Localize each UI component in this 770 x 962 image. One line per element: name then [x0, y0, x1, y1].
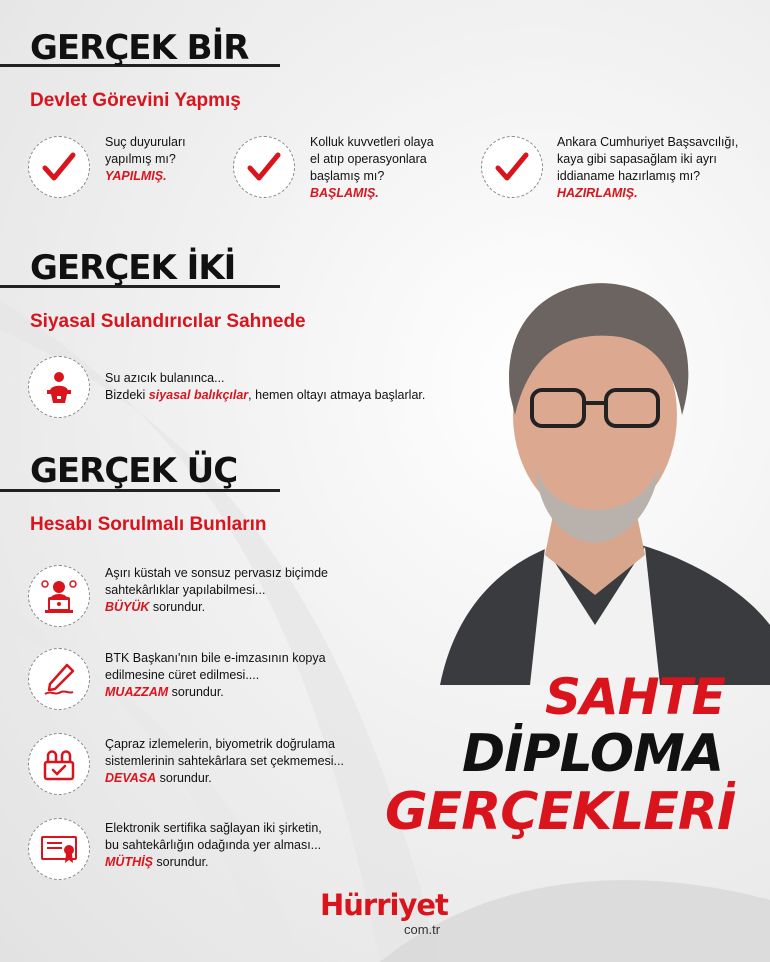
section3-item-4: [105, 820, 405, 871]
certificate-icon: [28, 818, 90, 880]
item-emphasis: DEVASA: [105, 771, 157, 785]
item-text-line: Çapraz izlemelerin, biyometrik doğrulama: [105, 737, 335, 751]
section1-subtitle: Devlet Görevini Yapmış: [30, 90, 241, 111]
section1-heading: GERÇEK BİR: [30, 28, 249, 68]
section3-item-3: [105, 736, 405, 787]
section3-item-2: [105, 650, 395, 701]
title-line-3: GERÇEKLERİ: [385, 782, 736, 842]
section2-heading: GERÇEK İKİ: [30, 248, 236, 288]
checkmark-icon: [233, 136, 295, 198]
item-text-line: el atıp operasyonlara: [310, 152, 427, 166]
item-text-line: Su azıcık bulanınca...: [105, 371, 225, 385]
item-emphasis: MÜTHİŞ: [105, 855, 153, 869]
item-conclusion: [105, 599, 395, 616]
section3-subtitle: Hesabı Sorulmalı Bunların: [30, 514, 267, 535]
item-text-line: BTK Başkanı'nın bile e-imzasının kopya: [105, 651, 326, 665]
item-emphasis: MUAZZAM: [105, 685, 169, 699]
item-text-line: Suç duyuruları: [105, 135, 186, 149]
hacker-laptop-icon: [28, 565, 90, 627]
checkmark-icon: [481, 136, 543, 198]
section2-subtitle: Siyasal Sulandırıcılar Sahnede: [30, 311, 306, 332]
section1-item-1: [105, 134, 245, 185]
item-text-line: başlamış mı?: [310, 169, 385, 183]
item-emphasis: BAŞLAMIŞ.: [310, 186, 379, 200]
pen-signature-icon: [28, 648, 90, 710]
item-conclusion: [105, 684, 395, 701]
item-emphasis: YAPILMIŞ.: [105, 169, 167, 183]
item-text-line: Elektronik sertifika sağlayan iki şirketin,: [105, 821, 322, 835]
padlock-icon: [28, 733, 90, 795]
item-text-line: iddianame hazırlamış mı?: [557, 169, 701, 183]
title-line-2: DİPLOMA: [462, 724, 724, 784]
speaker-podium-icon: [28, 356, 90, 418]
item-suffix: sorundur.: [149, 600, 206, 614]
item-text-line: Ankara Cumhuriyet Başsavcılığı,: [557, 135, 739, 149]
section1-item-3: [557, 134, 767, 202]
item-emphasis: siyasal balıkçılar: [148, 388, 249, 402]
item-text-line: edilmesine cüret edilmesi....: [105, 668, 260, 682]
item-suffix: sorundur.: [152, 855, 209, 869]
section2-item: [105, 370, 465, 404]
item-suffix: sorundur.: [168, 685, 224, 699]
item-text-line: bu sahtekârlığın odağında yer alması...: [105, 838, 322, 852]
section1-item-2: [310, 134, 475, 202]
brand-domain: com.tr: [404, 922, 441, 937]
item-text-line: yapılmış mı?: [105, 152, 176, 166]
item-suffix: sorundur.: [156, 771, 212, 785]
section3-item-1: [105, 565, 395, 616]
title-line-1: SAHTE: [545, 668, 725, 726]
item-text-pre: Bizdeki: [105, 388, 149, 402]
item-text-line: [105, 387, 465, 404]
item-text-line: sahtekârlıklar yapılabilmesi...: [105, 583, 266, 597]
item-conclusion: [105, 770, 405, 787]
portrait-photo: [420, 265, 770, 685]
item-text-line: sistemlerinin sahtekârlara set çekmemesi...: [105, 754, 344, 768]
item-emphasis: BÜYÜK: [105, 600, 150, 614]
item-text-post: , hemen oltayı atmaya başlarlar.: [248, 388, 426, 402]
section3-heading: GERÇEK ÜÇ: [30, 451, 238, 491]
item-conclusion: [105, 854, 405, 871]
item-text-line: Kolluk kuvvetleri olaya: [310, 135, 434, 149]
brand-logo: Hürriyet: [320, 888, 448, 922]
item-emphasis: HAZIRLAMIŞ.: [557, 186, 638, 200]
checkmark-icon: [28, 136, 90, 198]
item-text-line: kaya gibi sapasağlam iki ayrı: [557, 152, 717, 166]
item-text-line: Aşırı küstah ve sonsuz pervasız biçimde: [105, 566, 329, 580]
